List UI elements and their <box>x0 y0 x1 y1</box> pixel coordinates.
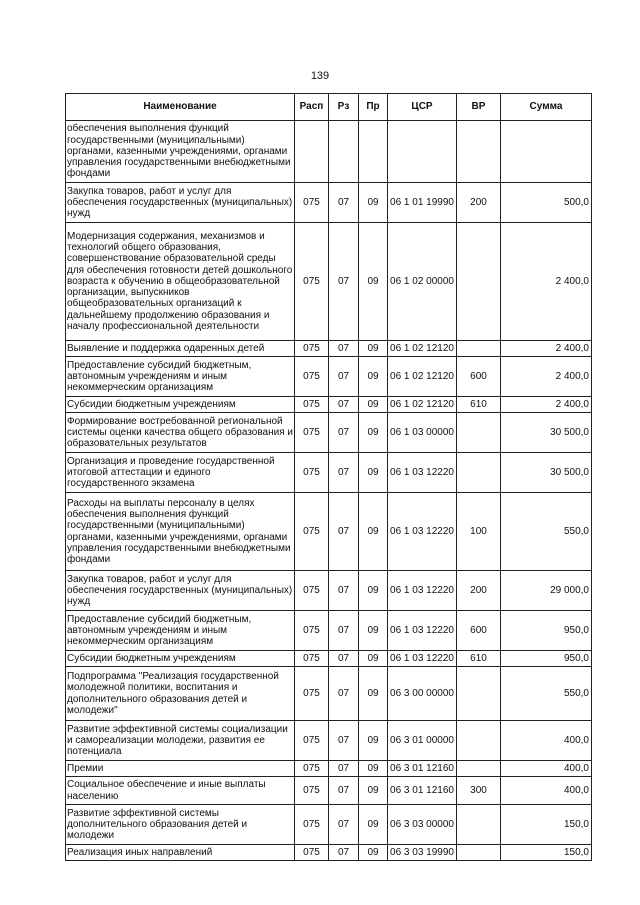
cell-rz: 07 <box>329 777 359 805</box>
cell-rasp: 075 <box>295 223 329 341</box>
cell-vr <box>457 121 501 183</box>
cell-name: Социальное обеспечение и иные выплаты населению <box>66 777 295 805</box>
cell-sum: 400,0 <box>501 777 592 805</box>
cell-rz: 07 <box>329 571 359 611</box>
cell-pr: 09 <box>359 611 388 651</box>
cell-rasp: 075 <box>295 761 329 777</box>
cell-vr <box>457 845 501 861</box>
cell-vr: 600 <box>457 611 501 651</box>
cell-rz <box>329 121 359 183</box>
cell-name: Подпрограмма "Реализация государственной молодежной политики, воспитания и дополнительного образования детей и молодежи" <box>66 667 295 721</box>
cell-rz: 07 <box>329 357 359 397</box>
cell-sum <box>501 121 592 183</box>
table-row <box>66 223 592 341</box>
cell-pr: 09 <box>359 357 388 397</box>
cell-name: Премии <box>66 761 295 777</box>
cell-rz: 07 <box>329 845 359 861</box>
cell-vr <box>457 805 501 845</box>
cell-sum: 30 500,0 <box>501 453 592 493</box>
cell-rasp: 075 <box>295 341 329 357</box>
budget-table <box>65 93 592 861</box>
cell-csr: 06 1 02 12120 <box>388 341 457 357</box>
table-row <box>66 611 592 651</box>
cell-sum: 30 500,0 <box>501 413 592 453</box>
header-sum: Сумма <box>501 94 592 121</box>
table-row <box>66 121 592 183</box>
cell-name: обеспечения выполнения функций государственными (муниципальными) органами, казенными учреждениями, органами управления государственными внебюджетными фондами <box>66 121 295 183</box>
cell-rz: 07 <box>329 667 359 721</box>
cell-name: Формирование востребованной региональной системы оценки качества общего образования и образовательных результатов <box>66 413 295 453</box>
cell-sum: 950,0 <box>501 611 592 651</box>
cell-rz: 07 <box>329 223 359 341</box>
cell-pr: 09 <box>359 667 388 721</box>
cell-rasp: 075 <box>295 357 329 397</box>
cell-sum: 950,0 <box>501 651 592 667</box>
cell-sum: 2 400,0 <box>501 223 592 341</box>
cell-vr: 610 <box>457 651 501 667</box>
cell-name: Закупка товаров, работ и услуг для обеспечения государственных (муниципальных) нужд <box>66 183 295 223</box>
cell-sum: 400,0 <box>501 721 592 761</box>
header-vr: ВР <box>457 94 501 121</box>
cell-rz: 07 <box>329 493 359 571</box>
cell-name: Развитие эффективной системы социализации и самореализации молодежи, развития ее потенциала <box>66 721 295 761</box>
cell-vr <box>457 453 501 493</box>
cell-csr: 06 3 00 00000 <box>388 667 457 721</box>
cell-rasp: 075 <box>295 667 329 721</box>
cell-vr <box>457 761 501 777</box>
cell-vr <box>457 667 501 721</box>
cell-rz: 07 <box>329 397 359 413</box>
cell-rasp: 075 <box>295 721 329 761</box>
cell-csr: 06 3 01 12160 <box>388 777 457 805</box>
cell-name: Организация и проведение государственной итоговой аттестации и единого государственного экзамена <box>66 453 295 493</box>
cell-name: Закупка товаров, работ и услуг для обеспечения государственных (муниципальных) нужд <box>66 571 295 611</box>
cell-name: Реализация иных направлений <box>66 845 295 861</box>
cell-sum: 400,0 <box>501 761 592 777</box>
table-row <box>66 413 592 453</box>
cell-rz: 07 <box>329 341 359 357</box>
cell-rasp: 075 <box>295 777 329 805</box>
table-row <box>66 493 592 571</box>
cell-pr: 09 <box>359 777 388 805</box>
cell-pr: 09 <box>359 453 388 493</box>
cell-pr: 09 <box>359 571 388 611</box>
cell-rz: 07 <box>329 611 359 651</box>
cell-csr: 06 1 03 12220 <box>388 453 457 493</box>
cell-rz: 07 <box>329 651 359 667</box>
cell-csr: 06 1 03 00000 <box>388 413 457 453</box>
cell-vr <box>457 721 501 761</box>
cell-sum: 2 400,0 <box>501 397 592 413</box>
cell-vr: 200 <box>457 183 501 223</box>
table-row <box>66 651 592 667</box>
cell-csr: 06 3 03 00000 <box>388 805 457 845</box>
cell-csr: 06 1 02 12120 <box>388 397 457 413</box>
cell-csr <box>388 121 457 183</box>
cell-vr: 300 <box>457 777 501 805</box>
cell-sum: 550,0 <box>501 667 592 721</box>
cell-vr: 100 <box>457 493 501 571</box>
cell-vr <box>457 223 501 341</box>
cell-csr: 06 1 02 12120 <box>388 357 457 397</box>
cell-rasp: 075 <box>295 397 329 413</box>
table-row <box>66 721 592 761</box>
cell-vr: 200 <box>457 571 501 611</box>
cell-name: Предоставление субсидий бюджетным, автономным учреждениям и иным некоммерческим организациям <box>66 611 295 651</box>
cell-sum: 500,0 <box>501 183 592 223</box>
header-csr: ЦСР <box>388 94 457 121</box>
header-rz: Рз <box>329 94 359 121</box>
cell-rz: 07 <box>329 805 359 845</box>
table-row <box>66 761 592 777</box>
cell-name: Субсидии бюджетным учреждениям <box>66 397 295 413</box>
cell-csr: 06 3 03 19990 <box>388 845 457 861</box>
page-number: 139 <box>310 70 330 82</box>
cell-rasp: 075 <box>295 651 329 667</box>
cell-pr: 09 <box>359 223 388 341</box>
cell-vr <box>457 341 501 357</box>
table-header-row <box>66 94 592 121</box>
cell-pr: 09 <box>359 651 388 667</box>
table-row <box>66 667 592 721</box>
cell-rasp: 075 <box>295 453 329 493</box>
cell-csr: 06 1 01 19990 <box>388 183 457 223</box>
cell-csr: 06 3 01 00000 <box>388 721 457 761</box>
cell-rasp: 075 <box>295 183 329 223</box>
cell-csr: 06 1 03 12220 <box>388 651 457 667</box>
cell-rz: 07 <box>329 453 359 493</box>
cell-csr: 06 1 03 12220 <box>388 571 457 611</box>
cell-rasp: 075 <box>295 493 329 571</box>
cell-rz: 07 <box>329 721 359 761</box>
cell-vr: 600 <box>457 357 501 397</box>
cell-rasp <box>295 121 329 183</box>
cell-name: Развитие эффективной системы дополнительного образования детей и молодежи <box>66 805 295 845</box>
cell-csr: 06 1 03 12220 <box>388 493 457 571</box>
table-row <box>66 183 592 223</box>
table-row <box>66 845 592 861</box>
cell-pr: 09 <box>359 721 388 761</box>
cell-pr <box>359 121 388 183</box>
cell-rasp: 075 <box>295 611 329 651</box>
header-name: Наименование <box>66 94 295 121</box>
cell-sum: 29 000,0 <box>501 571 592 611</box>
cell-name: Модернизация содержания, механизмов и технологий общего образования, совершенствование образовательной среды для обеспечения готовности детей дошкольного возраста к обучению в общеобразовательной организации, выпускников общеобразовательных организаций к дальнейшему продолжению образования и началу профессиональной деятельности <box>66 223 295 341</box>
cell-pr: 09 <box>359 493 388 571</box>
cell-sum: 550,0 <box>501 493 592 571</box>
table-row <box>66 777 592 805</box>
cell-sum: 150,0 <box>501 805 592 845</box>
cell-name: Предоставление субсидий бюджетным, автономным учреждениям и иным некоммерческим организациям <box>66 357 295 397</box>
cell-vr <box>457 413 501 453</box>
cell-name: Расходы на выплаты персоналу в целях обеспечения выполнения функций государственными (муниципальными) органами, казенными учреждениями, органами управления государственными внебюджетными фондами <box>66 493 295 571</box>
cell-pr: 09 <box>359 397 388 413</box>
cell-name: Выявление и поддержка одаренных детей <box>66 341 295 357</box>
cell-rz: 07 <box>329 761 359 777</box>
table-row <box>66 805 592 845</box>
table-row <box>66 357 592 397</box>
table-row <box>66 341 592 357</box>
cell-rz: 07 <box>329 413 359 453</box>
cell-csr: 06 1 03 12220 <box>388 611 457 651</box>
cell-pr: 09 <box>359 845 388 861</box>
table-body <box>66 121 592 861</box>
header-pr: Пр <box>359 94 388 121</box>
cell-sum: 2 400,0 <box>501 341 592 357</box>
cell-csr: 06 3 01 12160 <box>388 761 457 777</box>
cell-rasp: 075 <box>295 805 329 845</box>
cell-pr: 09 <box>359 805 388 845</box>
cell-pr: 09 <box>359 341 388 357</box>
cell-csr: 06 1 02 00000 <box>388 223 457 341</box>
table-row <box>66 453 592 493</box>
cell-name: Субсидии бюджетным учреждениям <box>66 651 295 667</box>
cell-pr: 09 <box>359 183 388 223</box>
header-rasp: Расп <box>295 94 329 121</box>
cell-rasp: 075 <box>295 845 329 861</box>
table-row <box>66 571 592 611</box>
cell-rasp: 075 <box>295 413 329 453</box>
table-row <box>66 397 592 413</box>
cell-pr: 09 <box>359 413 388 453</box>
cell-pr: 09 <box>359 761 388 777</box>
cell-rasp: 075 <box>295 571 329 611</box>
cell-vr: 610 <box>457 397 501 413</box>
cell-rz: 07 <box>329 183 359 223</box>
cell-sum: 150,0 <box>501 845 592 861</box>
cell-sum: 2 400,0 <box>501 357 592 397</box>
